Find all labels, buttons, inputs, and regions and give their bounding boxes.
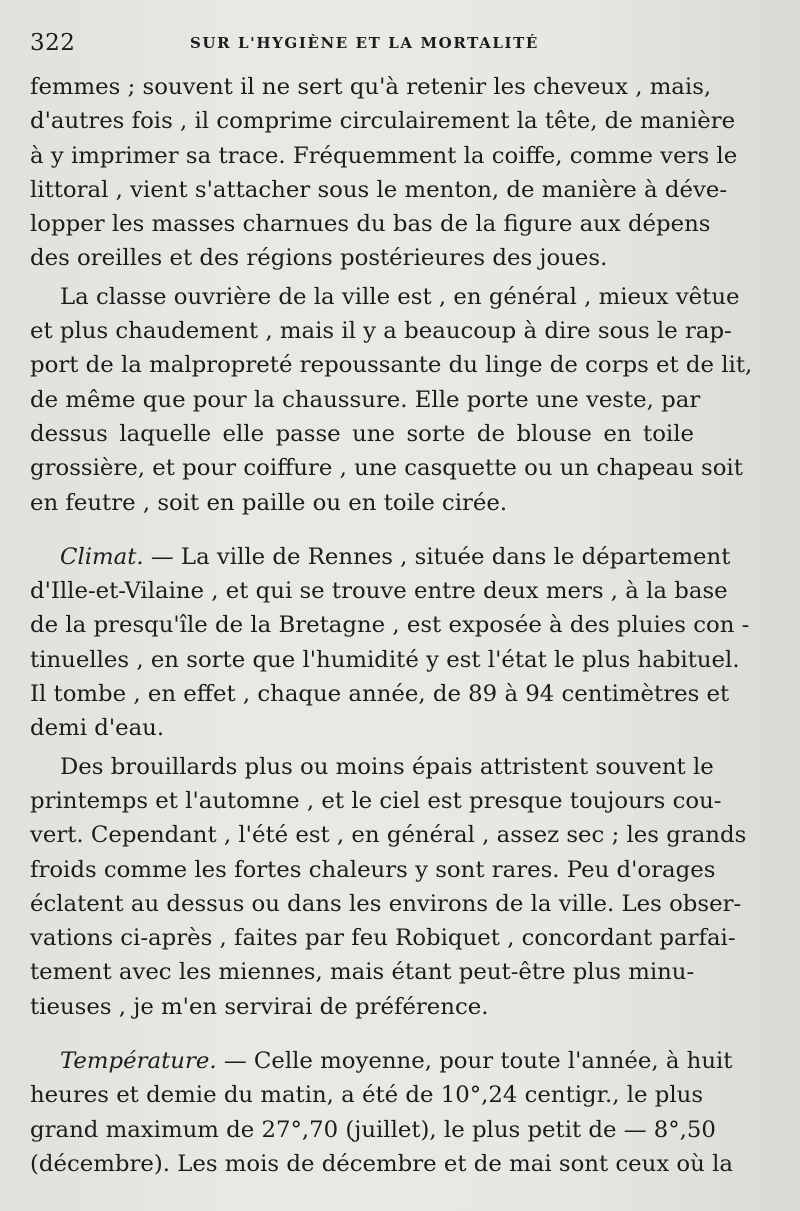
paragraph-brouillards [30,750,747,1024]
text-line: Il tombe , en effet , chaque année, de 89 à 94 centimètres et [30,681,730,708]
text-line: tieuses , je m'en servirai de préférence. [30,993,489,1020]
text-line: d'autres fois , il comprime circulairement la tête, de manière [30,108,736,135]
text-line: femmes ; souvent il ne sert qu'à retenir les cheveux , mais, [30,74,712,100]
paragraph-clothing-women [30,70,738,276]
section-label-temperature: Température. [60,1048,217,1075]
text-line: La classe ouvrière de la ville est , en général , mieux vêtue [60,283,740,310]
text-run: — La ville de Rennes , située dans le département [143,543,731,570]
text-line: et plus chaudement , mais il y a beaucoup à dire sous le rap- [30,318,732,345]
text-line: printemps et l'automne , et le ciel est presque toujours cou- [30,787,722,814]
text-line: à y imprimer sa trace. Fréquemment la coiffe, comme vers le [30,142,738,169]
section-label-climat: Climat. [60,543,144,570]
text-line: Des brouillards plus ou moins épais attristent souvent le [60,753,714,780]
text-line: port de la malpropreté repoussante du linge de corps et de lit, [30,352,753,379]
text-line [30,540,731,574]
text-line: vations ci-après , faites par feu Robiquet , concordant parfai- [30,925,736,952]
text-line: de la presqu'île de la Bretagne , est exposée à des pluies con - [30,612,750,639]
page-header [30,30,696,62]
text-line: tinuelles , en sorte que l'humidité y est l'état le plus habituel. [30,646,740,673]
text-line: demi d'eau. [30,715,165,742]
text-line: tement avec les miennes, mais étant peut-être plus minu- [30,959,695,986]
text-line [30,1044,733,1078]
text-line: en feutre , soit en paille ou en toile cirée. [30,489,508,516]
text-line: vert. Cependant , l'été est , en général , assez sec ; les grands [30,822,747,849]
text-line: grossière, et pour coiffure , une casquette ou un chapeau soit [30,455,743,482]
text-line: (décembre). Les mois de décembre et de mai sont ceux où la [30,1150,733,1177]
running-title: SUR L'HYGIÈNE ET LA MORTALITÉ [190,34,539,52]
body-text [30,70,753,1181]
text-line: froids comme les fortes chaleurs y sont rares. Peu d'orages [30,856,716,883]
text-line: de même que pour la chaussure. Elle porte une veste, par [30,386,701,413]
text-line: heures et demie du matin, a été de 10°,24 centigr., le plus [30,1082,704,1109]
page-number: 322 [30,30,76,56]
text-line: grand maximum de 27°,70 (juillet), le plus petit de — 8°,50 [30,1116,716,1143]
text-line: dessus laquelle elle passe une sorte de blouse en toile [30,420,694,447]
text-line: d'Ille-et-Vilaine , et qui se trouve entre deux mers , à la base [30,578,728,605]
text-line: littoral , vient s'attacher sous le menton, de manière à déve- [30,176,728,203]
paragraph-temperature [30,1044,733,1181]
paragraph-climat [30,540,750,746]
text-line: éclatent au dessus ou dans les environs de la ville. Les obser- [30,890,742,917]
text-run: — Celle moyenne, pour toute l'année, à huit [216,1048,733,1075]
paragraph-working-class [30,280,753,520]
text-line: des oreilles et des régions postérieures des joues. [30,245,608,272]
text-line: lopper les masses charnues du bas de la figure aux dépens [30,211,711,238]
